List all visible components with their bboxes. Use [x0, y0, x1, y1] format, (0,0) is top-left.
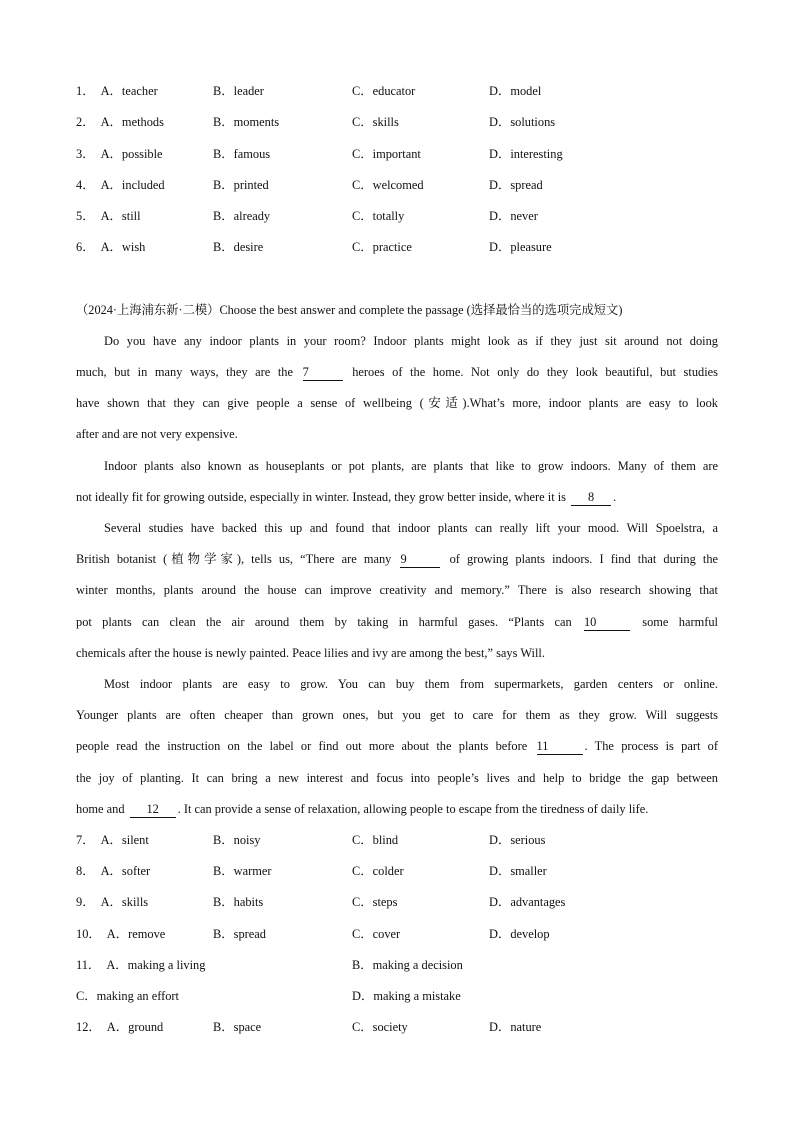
option-c: C．steps — [352, 895, 398, 909]
option-a: A．skills — [100, 895, 149, 909]
passage-line: people read the instruction on the label or find out more about the plants before 11 . The process is part of — [76, 739, 718, 753]
option-a: A．remove — [106, 927, 166, 941]
question-number: 8． — [76, 864, 95, 878]
blank-10: 10 — [584, 615, 630, 631]
option-c: C．blind — [352, 833, 399, 847]
option-c: C．educator — [352, 84, 416, 98]
option-d: D．making a mistake — [352, 989, 461, 1003]
option-b: B．already — [213, 209, 271, 223]
passage-line: British botanist (植物学家), tells us, “There are many 9 of growing plants indoors. I find that during the — [76, 552, 719, 566]
question-number: 2． — [76, 115, 95, 129]
option-d: D．smaller — [489, 864, 547, 878]
passage-line: Most indoor plants are easy to grow. You can buy them from supermarkets, garden centers or online. — [104, 677, 718, 691]
passage-line: chemicals after the house is newly painted. Peace lilies and ivy are among the best,” says Will. — [76, 646, 545, 660]
question-number: 4． — [76, 178, 95, 192]
option-b: B．printed — [213, 178, 269, 192]
blank-12: 12 — [130, 802, 176, 818]
option-b: B．noisy — [213, 833, 261, 847]
option-a: A．softer — [100, 864, 151, 878]
question-number: 6． — [76, 240, 95, 254]
option-a: A．wish — [100, 240, 146, 254]
option-d: D．pleasure — [489, 240, 552, 254]
option-d: D．interesting — [489, 147, 563, 161]
option-d: D．nature — [489, 1020, 542, 1034]
option-b: B．spread — [213, 927, 266, 941]
blank-9: 9 — [400, 552, 440, 568]
blank-7: 7 — [303, 365, 343, 381]
passage-line: winter months, plants around the house can improve creativity and memory.” There is also research showing that — [76, 583, 718, 597]
option-c: C．skills — [352, 115, 399, 129]
passage-line: Indoor plants also known as houseplants or pot plants, are plants that like to grow indoors. Many of them are — [104, 459, 718, 473]
option-a: A．teacher — [100, 84, 158, 98]
blank-11: 11 — [537, 739, 583, 755]
option-c: C．important — [352, 147, 421, 161]
option-c: C．society — [352, 1020, 408, 1034]
passage-line: Younger plants are often cheaper than grown ones, but you get to care for them as they grow. Will suggests — [76, 708, 718, 722]
option-c: C．cover — [352, 927, 401, 941]
exam-source-heading: （2024·上海浦东新·二模）Choose the best answer and complete the passage (选择最恰当的选项完成短文) — [76, 303, 623, 317]
option-b: B．habits — [213, 895, 264, 909]
question-number: 9． — [76, 895, 95, 909]
option-a: A．included — [100, 178, 165, 192]
option-a: A．making a living — [106, 958, 206, 972]
option-b: B．leader — [213, 84, 264, 98]
option-a: A．possible — [100, 147, 163, 161]
passage-line: Do you have any indoor plants in your room? Indoor plants might look as if they just sit around not doing — [104, 334, 718, 348]
question-number: 10． — [76, 927, 101, 941]
passage-line: have shown that they can give people a sense of wellbeing (安适).What’s more, indoor plants are easy to look — [76, 396, 718, 410]
question-number: 5． — [76, 209, 95, 223]
option-b: B．famous — [213, 147, 271, 161]
option-c: C．colder — [352, 864, 404, 878]
option-b: B．making a decision — [352, 958, 463, 972]
option-d: D．solutions — [489, 115, 556, 129]
passage-line: pot plants can clean the air around them by taking in harmful gases. “Plants can 10 some harmful — [76, 615, 718, 629]
option-a: A．silent — [100, 833, 149, 847]
option-d: D．develop — [489, 927, 550, 941]
question-number: 7． — [76, 833, 95, 847]
blank-8: 8 — [571, 490, 611, 506]
option-b: B．moments — [213, 115, 280, 129]
option-a: A．ground — [106, 1020, 164, 1034]
question-number: 11． — [76, 958, 101, 972]
option-c: C．practice — [352, 240, 412, 254]
passage-line: home and 12 . It can provide a sense of relaxation, allowing people to escape from the tiredness of daily life. — [76, 802, 649, 816]
passage-line: the joy of planting. It can bring a new interest and focus into people’s lives and help to bridge the gap between — [76, 771, 718, 785]
option-c: C．welcomed — [352, 178, 424, 192]
option-a: A．methods — [100, 115, 164, 129]
option-d: D．model — [489, 84, 542, 98]
option-d: D．serious — [489, 833, 546, 847]
passage-line: not ideally fit for growing outside, especially in winter. Instead, they grow better inside, where it is 8 . — [76, 490, 617, 504]
passage-line: Several studies have backed this up and found that indoor plants can really lift your mood. Will Spoelstra, a — [104, 521, 718, 535]
question-number: 3． — [76, 147, 95, 161]
option-b: B．warmer — [213, 864, 272, 878]
option-b: B．desire — [213, 240, 264, 254]
option-d: D．spread — [489, 178, 543, 192]
option-c: C．making an effort — [76, 989, 180, 1003]
passage-line: much, but in many ways, they are the 7 heroes of the home. Not only do they look beautiful, but studies — [76, 365, 718, 379]
question-number: 1． — [76, 84, 95, 98]
option-b: B．space — [213, 1020, 262, 1034]
question-number: 12． — [76, 1020, 101, 1034]
option-c: C．totally — [352, 209, 405, 223]
option-a: A．still — [100, 209, 141, 223]
option-d: D．advantages — [489, 895, 566, 909]
passage-line: after and are not very expensive. — [76, 427, 238, 441]
option-d: D．never — [489, 209, 538, 223]
